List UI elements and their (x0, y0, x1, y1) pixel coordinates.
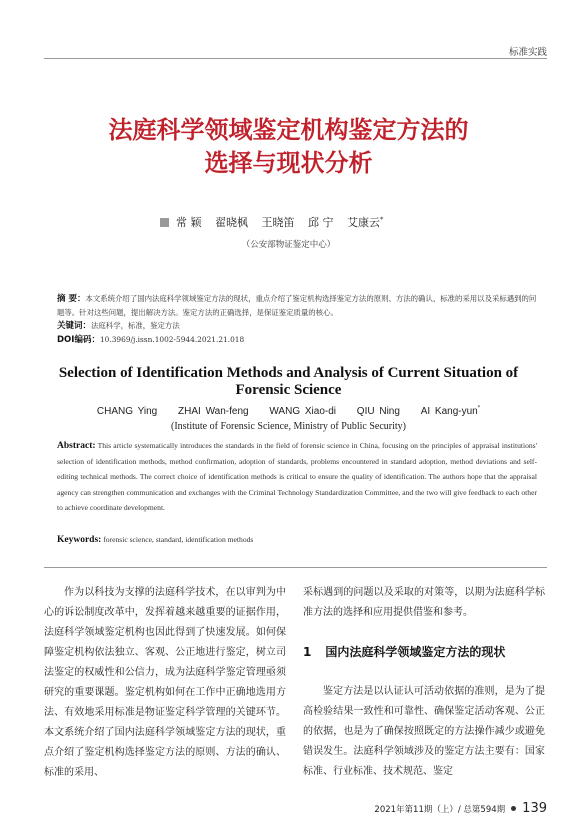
keywords-en (57, 535, 537, 545)
author-name: 翟晓枫 (215, 216, 248, 229)
abstract-cn-label: 摘 要： (57, 294, 86, 304)
section-title: 国内法庭科学领域鉴定方法的现状 (325, 645, 506, 659)
bullet-icon (511, 806, 516, 811)
corresponding-mark-en: * (477, 406, 481, 412)
author-name-en (421, 406, 480, 417)
section-number: 1 (303, 645, 312, 659)
author-name: 常 颖 (176, 216, 202, 229)
doi-value[interactable]: 10.3969/j.issn.1002-5944.2021.21.018 (99, 335, 245, 344)
page-number: 139 (522, 801, 547, 816)
title-en-line1: Selection of Identification Methods and Analysis of Current Situation of (58, 365, 519, 381)
title-en-line2: Forensic Science (235, 382, 342, 398)
author-name-en: WANG Xiao-di (269, 406, 337, 418)
author-list-cn (160, 214, 460, 230)
corresponding-mark: * (380, 215, 384, 224)
abstract-cn (57, 292, 537, 347)
author-name: 王晓笛 (261, 216, 295, 229)
author-name-en: QIU Ning (356, 406, 400, 418)
keywords-en-label: Keywords: (57, 535, 102, 545)
affiliation-en: (Institute of Forensic Science, Ministry of Public Security) (171, 421, 406, 432)
abstract-en-text: This article systematically introduces the standards in the field of forensic science in China, focusing on the principles of appraisal institutions' selection of identification methods, method confirmation, adoption of standards, problems encountered in standard adoption, method deviations and self-editing technical methods. The correct choice of identification methods is critical to ensure the quality of identification. The authors hope that the appraisal agency can strengthen communication and exchanges with the Criminal Technology Standardization Committee, and the two will give feedback to each other to achieve coordinate development. (57, 441, 537, 512)
author-name-en: CHANG Ying (96, 406, 158, 418)
section-divider (44, 567, 547, 568)
body-column-right-continued (303, 682, 545, 782)
author-name-en: ZHAI Wan-feng (178, 406, 249, 418)
affiliation-cn: （公安部物证鉴定中心） (241, 240, 336, 250)
article-title-en (0, 365, 577, 399)
author-name: 艾康云 (347, 216, 380, 229)
author-name: 邱 宁 (308, 216, 334, 229)
body-paragraph: 采标遇到的问题以及采取的对策等，以期为法庭科学标准方法的选择和应用提供借鉴和参考。 (303, 587, 545, 618)
issue-info: 2021年第11期（上）/ 总第594期 (374, 805, 506, 815)
abstract-en (57, 438, 537, 515)
title-cn-line2: 选择与现状分析 (204, 148, 373, 177)
section-tag: 标准实践 (508, 47, 547, 58)
article-title-cn (0, 113, 577, 179)
body-paragraph: 作为以科技为支撑的法庭科学技术，在以审判为中心的诉讼制度改革中，发挥着越来越重要的证据作用，法庭科学领域鉴定机构也因此得到了快速发展。如何保障鉴定机构依法独立、客观、公正地进行鉴定，树立司法鉴定的权威性和公信力，成为法庭科学鉴定管理亟须研究的重要课题。鉴定机构如何在工作中正确地选用方法、有效地采用标准是物证鉴定科学管理的关键环节。本文系统介绍了国内法庭科学领域鉴定方法的现状，重点介绍了鉴定机构选择鉴定方法的原则、方法的确认、标准的采用、 (44, 587, 286, 778)
author-bullet-icon (160, 218, 169, 227)
abstract-en-label: Abstract: (57, 441, 96, 451)
doi-label: DOI编码： (57, 335, 100, 345)
title-cn-line1: 法庭科学领域鉴定机构鉴定方法的 (108, 115, 469, 144)
keywords-en-text: forensic science, standard, identification methods (103, 535, 254, 544)
author-name-en-last: AI Kang-yun (420, 406, 478, 418)
abstract-cn-text: 本文系统介绍了国内法庭科学领域鉴定方法的现状，重点介绍了鉴定机构选择鉴定方法的原则、方法的确认、标准的采用以及采标遇到的问题等。针对这些问题，提出解决方法。鉴定方法的正确选择，是保证鉴定质量的核心。 (57, 294, 537, 317)
author-list-en (0, 406, 577, 417)
header-divider (44, 58, 547, 59)
section-heading (303, 643, 505, 660)
body-column-left (44, 583, 286, 783)
page-footer (374, 801, 547, 816)
keywords-cn: 法庭科学，标准，鉴定方法 (91, 321, 180, 330)
keywords-cn-label: 关键词： (57, 321, 92, 331)
body-column-right (303, 583, 545, 623)
body-paragraph: 鉴定方法是以认证认可活动依据的准则，是为了提高检验结果一致性和可靠性、确保鉴定活动客观、公正的依据，也是为了确保按照既定的方法操作减少或避免错误发生。法庭科学领域涉及的鉴定方法主要有：国家标准、行业标准、技术规范、鉴定 (303, 686, 545, 777)
